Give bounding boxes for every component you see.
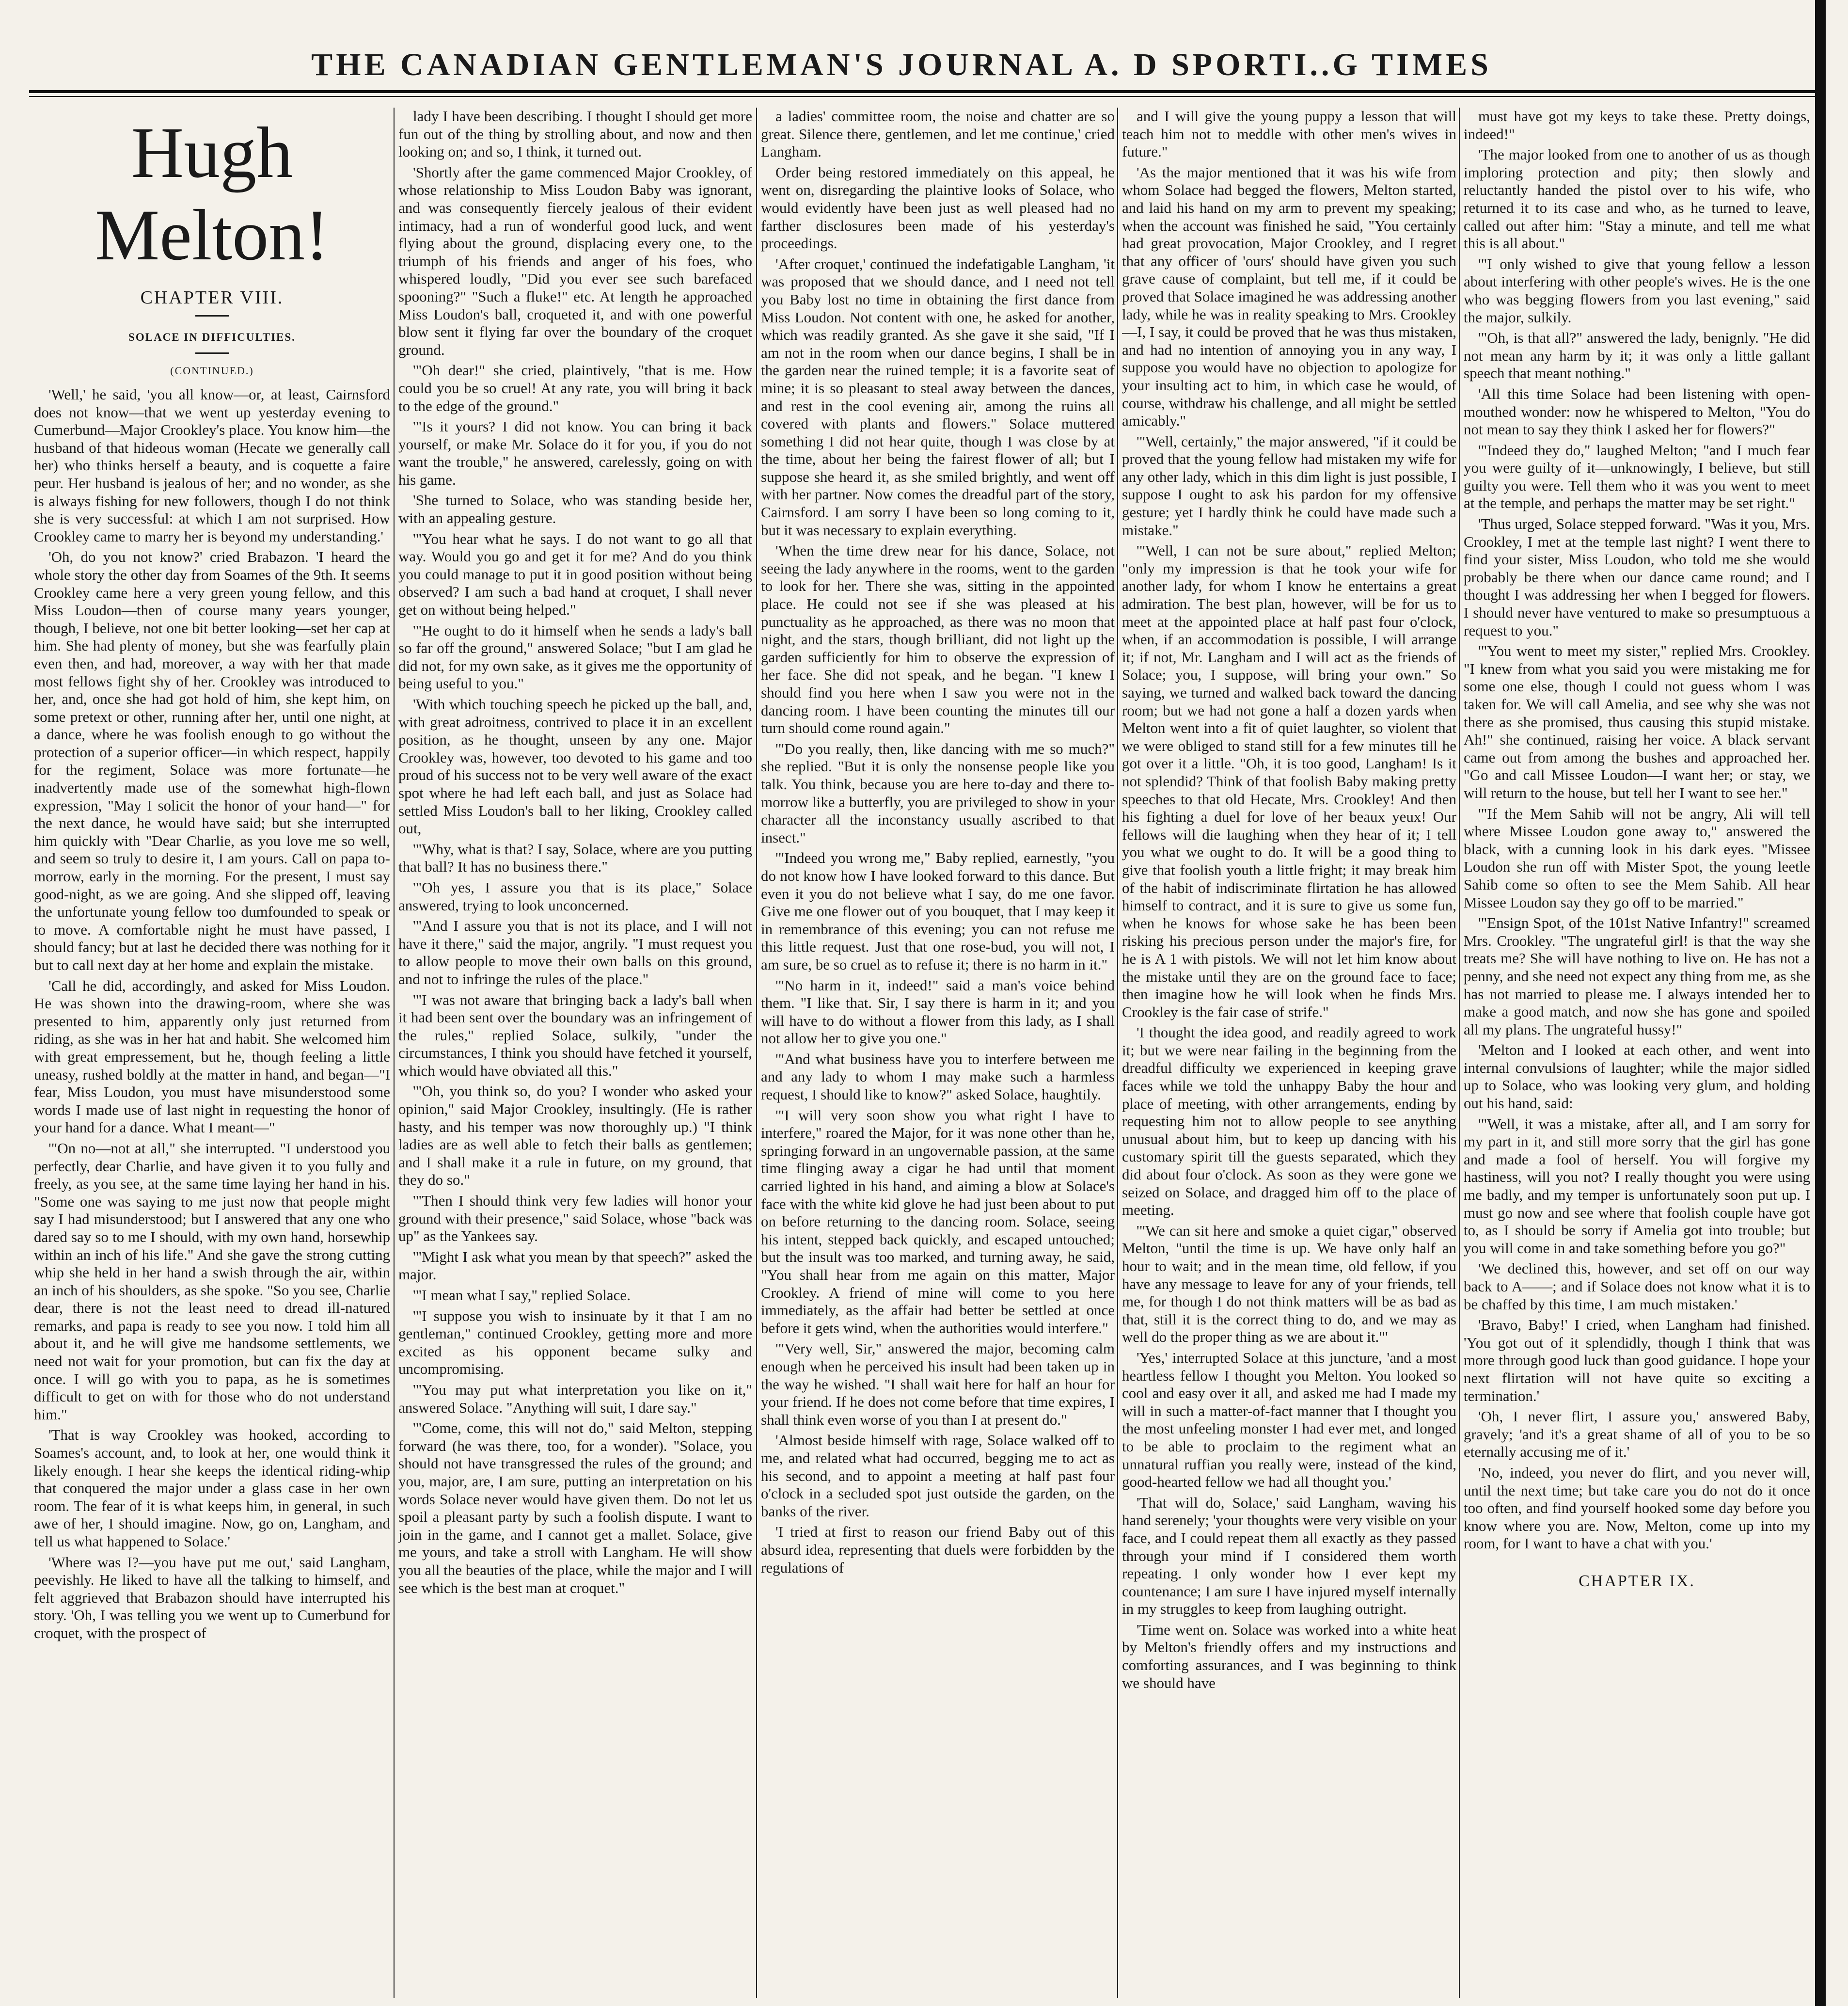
column-rule — [394, 108, 395, 1998]
column-rule — [1117, 108, 1118, 1998]
paragraph: 'I tried at first to reason our friend Baby out of this absurd idea, representing that duels were forbidden by the regulations of — [761, 1523, 1115, 1576]
paragraph: 'Oh, I never flirt, I assure you,' answered Baby, gravely; 'and it's a great shame of all of you to be so eternally accusing me of it.' — [1464, 1408, 1810, 1461]
paragraph: 'After croquet,' continued the indefatigable Langham, 'it was proposed that we should dance, and I need not tell you Baby lost no time in obtaining the first dance from Miss Loudon. Not content with one, he asked for another, which was readily granted. As she gave it she said, "If I am not in the room when our dance begins, I shall be in the garden near the ruined temple; it is a favorite seat of mine; it is so pleasant to steal away between the dances, and rest in the cool evening air, among the ruins all covered with plants and flowers." Solace muttered something I did not hear quite, though I was close by at the time, about her being the fairest flower of all; but I suppose she heard it, as she smiled brightly, and went off with her partner. Now comes the dreadful part of the story, Cairnsford. I am sorry I have been so long coming to it, but it was necessary to explain everything. — [761, 255, 1115, 539]
column-5-text — [1464, 108, 1810, 1553]
paragraph: 'Melton and I looked at each other, and went into internal convulsions of laughter; while the major sidled up to Solace, who was looking very glum, and holding out his hand, said: — [1464, 1041, 1810, 1112]
paragraph: '"You went to meet my sister," replied Mrs. Crookley. "I knew from what you said you were mistaking me for some one else, though I could not guess whom I was taken for. We will call Amelia, and see why she was not there as she promised, thus causing this stupid mistake. Ah!" she continued, raising her voice. A black servant came out from among the bushes and approached her. "Go and call Missee Loudon—I want her; or stay, we will return to the house, but tell her I want to see her." — [1464, 642, 1810, 801]
paragraph: '"I mean what I say," replied Solace. — [413, 1287, 631, 1304]
column-2-text — [398, 108, 752, 1597]
divider — [195, 352, 229, 354]
paragraph: '"You hear what he says. I do not want to go all that way. Would you go and get it for me? And do you think you could manage to put it in good position without being observed? I am such a bad hand at croquet, I shall never get on without being helped." — [398, 530, 752, 619]
paragraph: '"And what business have you to interfere between me and any lady to whom I may make such a harmless request, I should like to know?" asked Solace, haughtily. — [761, 1050, 1115, 1103]
paragraph: '"Oh yes, I assure you that is its place," Solace answered, trying to look unconcerned. — [398, 878, 752, 914]
paragraph: 'Oh, do you not know?' cried Brabazon. 'I heard the whole story the other day from Soames of the 9th. It seems Crookley came here a very green young fellow, and this Miss Loudon—then of course many years younger, though, I believe, not one bit better looking—set her cap at him. She had plenty of money, but she was fearfully plain even then, and had, moreover, a way with her that made most fellows fight shy of her. Crookley was introduced to her, and, once she had got hold of him, she kept him, on some pretext or other, running after her, until one night, at a dance, where he was foolish enough to go without the protection of a superior officer—in which respect, happily for the regiment, Solace was more fortunate—he inadvertently made use of the somewhat high-flown expression, "May I solicit the honor of your hand—" for the next dance, he would have said; but she interrupted him quickly with "Dear Charlie, as you love me so well, and seem so truly to desire it, I am yours. Call on papa to-morrow, early in the morning. For the present, I must say good-night, as we are going. And she slipped off, leaving the unfortunate young fellow too dumfounded to speak or to move. A comfortable night he must have passed, I should fancy; but at last he decided there was nothing for it but to call next day at her home and explain the mistake. — [34, 548, 390, 973]
paragraph: '"Might I ask what you mean by that speech?" asked the major. — [398, 1248, 752, 1283]
column-5 — [1464, 108, 1810, 1998]
paragraph: '"Oh, is that all?" answered the lady, benignly. "He did not mean any harm by it; it was only a little gallant speech that meant nothing." — [1464, 329, 1810, 382]
paragraph: 'Where was I?—you have put me out,' said Langham, peevishly. He liked to have all the talking to himself, and felt aggrieved that Brabazon should have interrupted his story. 'Oh, I was telling you we went up to Cumerbund for croquet, with the prospect of — [34, 1553, 390, 1641]
masthead: THE CANADIAN GENTLEMAN'S JOURNAL A. D SPORTI..G TIMES — [311, 47, 1492, 82]
paragraph: '"Very well, Sir," answered the major, becoming calm enough when he perceived his insult had been taken up in the way he wished. "I shall wait here for half an hour for your friend. If he does not come before that time expires, I shall think even worse of you than I at present do." — [761, 1340, 1115, 1428]
paragraph: 'Time went on. Solace was worked into a white heat by Melton's friendly offers and my instructions and comforting assurances, and I was beginning to think we should have — [1122, 1621, 1456, 1691]
paragraph: '"Come, come, this will not do," said Melton, stepping forward (he was there, too, for a wonder). "Solace, you should not have transgressed the rules of the ground; and you, major, are, I am sure, putting an interpretation on his words Solace never would have given them. Do not let us spoil a pleasant party by such a foolish dispute. I want to join in the game, and I cannot get a mallet. Solace, give me yours, and take a stroll with Langham. He will show you all the beauties of the place, while the major and I will see which is the best man at croquet." — [398, 1419, 752, 1596]
divider — [195, 315, 229, 317]
paragraph: '"He ought to do it himself when he sends a lady's ball so far off the ground," answered Solace; "but I am glad he did not, for my own sake, as it gives me the opportunity of being useful to you." — [398, 621, 752, 692]
paragraph: 'She turned to Solace, who was standing beside her, with an appealing gesture. — [398, 492, 752, 527]
paragraph: a ladies' committee room, the noise and chatter are so great. Silence there, gentlemen, and let me continue,' cried Langham. — [761, 108, 1115, 160]
paragraph: '"Well, I can not be sure about," replied Melton; "only my impression is that he took your wife for another lady, for whom I know he entertains a great admiration. The best plan, however, will be for us to meet at the appointed place at half past four o'clock, when, if an accommodation is possible, I will arrange it; if not, Mr. Langham and I will act as the friends of Solace; you, I suppose, will bring your own." So saying, we turned and walked back toward the dancing room; but we had not gone a half a dozen yards when Melton went into a fit of quiet laughter, so violent that we were obliged to stand still for a few minutes till he got over it a little. "Oh, it is too good, Langham! Is it not splendid? Think of that foolish Baby making pretty speeches to that old Hecate, Mrs. Crookley! And then his fighting a duel for love of her beaux yeux! Our fellows will die laughing when they hear of it; I tell you what we ought to do. It will be a good thing to give that foolish youth a little fright; it may break him of the habit of indiscriminate flirtation he has allowed himself to contract, and it is sure to give us some fun, when he knows for whose sake he has been been risking his precious person under the major's fire, for he is A 1 with pistols. We will not let him know about the mistake until they are on the ground face to face; then imagine how he will look when he finds Mrs. Crookley is the fair case of strife." — [1122, 542, 1456, 1020]
chapter-heading: CHAPTER VIII. — [140, 287, 284, 308]
paragraph: 'That is way Crookley was hooked, according to Soames's account, and, to look at her, one would think it likely enough. I hear she keeps the identical riding-whip that conquered the major under a glass case in her own room. The fear of it is what keeps him, in general, in such awe of her, I should imagine. Now, go on, Langham, and tell us what happened to Solace.' — [34, 1426, 390, 1550]
paragraph: '"Indeed you wrong me," Baby replied, earnestly, "you do not know how I have looked forward to this dance. But even it you do not believe what I say, do me one favor. Give me one flower out of you bouquet, that I may keep it in remembrance of this evening; you can not refuse me this little request. Just that one rose-bud, you will not, I am sure, be so cruel as to refuse it; there is no harm in it." — [761, 849, 1115, 973]
paragraph: '"Do you really, then, like dancing with me so much?" she replied. "But it is only the nonsense people like you talk. You think, because you are here to-day and there to-morrow like a butterfly, you are privileged to show in your character all the inconstancy usually ascribed to that insect." — [761, 740, 1115, 846]
column-1-text — [34, 386, 390, 1642]
paragraph: '"On no—not at all," she interrupted. "I understood you perfectly, dear Charlie, and have given it to you fully and freely, as you see, at the same time laying her hand in his. "Some one was saying to me just now that people might say I had misunderstood; but I answered that any one who dared say so to me I should, with my own hand, horsewhip within an inch of his life." And she gave the strong cutting whip she held in her hand a swish through the air, within an inch of his shoulders, as she spoke. "So you see, Charlie dear, there is not the least need to dread ill-natured remarks, and papa is ready to see you now. I told him all about it, and he will give me handsome settlements, we need not wait for your promotion, but can fix the day at once. I will go with you to papa, as he is sometimes difficult to get on with for those who do not understand him." — [34, 1139, 390, 1423]
paragraph: '"I only wished to give that young fellow a lesson about interfering with other people's wives. He is the one who was begging flowers from you last evening," said the major, sulkily. — [1464, 255, 1810, 326]
paragraph: '"Why, what is that? I say, Solace, where are you putting that ball? It has no business there." — [398, 840, 752, 876]
paragraph: '"Well, it was a mistake, after all, and I am sorry for my part in it, and still more sorry that the girl has gone and made a fool of herself. You will forgive my hastiness, will you not? I really thought you were using me badly, and my temper is unfortunately soon put up. I must go now and see where that foolish couple have got to, as I should be sorry if Amelia got into trouble; but you will come in and take something before you go?" — [1464, 1115, 1810, 1257]
paragraph: 'Bravo, Baby!' I cried, when Langham had finished. 'You got out of it splendidly, though I think that was more through good luck than good guidance. I hope your next flirtation will not have quite so exciting a termination.' — [1464, 1316, 1810, 1404]
paragraph: '"And I assure you that is not its place, and I will not have it there," said the major, angrily. "I must request you to allow people to move their own balls on this ground, and not to infringe the rules of the place." — [398, 917, 752, 987]
paragraph: 'The major looked from one to another of us as though imploring protection and pity; then slowly and reluctantly handed the pistol over to his wife, who returned it to its case and who, as he turned to leave, called out after him: "Stay a minute, and tell me what this is all about." — [1464, 146, 1810, 252]
column-4-text — [1122, 108, 1456, 1692]
column-1 — [34, 108, 390, 1998]
continued-label: (CONTINUED.) — [170, 365, 254, 377]
paragraph: 'I thought the idea good, and readily agreed to work it; but we were near failing in the beginning from the dreadful difficulty we experienced in keeping grave faces while we told the unhappy Baby the hour and place of meeting, with other arrangements, ending by requesting him not to allow people to see anything unusual about him, but to keep up dancing with his customary spirit till the guests separated, which they did about four o'clock. As soon as they were gone we seized on Solace, and dragged him off to the place of meeting. — [1122, 1024, 1456, 1219]
paragraph: 'When the time drew near for his dance, Solace, not seeing the lady anywhere in the rooms, went to the garden to look for her. There she was, sitting in the appointed place. He could not see if she was pleased at his punctuality as he approached, as there was no moon that night, and the stars, though brilliant, did not light up the garden sufficiently for him to observe the expression of her face. She did not speak, and he began. "I knew I should find you here when I saw you were not in the dancing room. I have been counting the minutes till our turn should come round again." — [761, 542, 1115, 737]
next-chapter-heading: CHAPTER IX. — [1579, 1572, 1695, 1590]
paragraph: lady I have been describing. I thought I should get more fun out of the thing by strolling about, and now and then looking on; and so, I think, it turned out. — [398, 108, 752, 160]
paragraph: '"You may put what interpretation you like on it," answered Solace. "Anything will suit, I dare say." — [398, 1381, 752, 1416]
paragraph: 'Yes,' interrupted Solace at this juncture, 'and a most heartless fellow I thought you Melton. You looked so cool and easy over it all, and asked me had I made my will in such a matter-of-fact manner that I thought you the most unfeeling monster I had ever met, and longed to be able to proclaim to the regiment what an unnatural ruffian you really were, instead of the kind, good-hearted fellow we had all thought you.' — [1122, 1349, 1456, 1491]
paragraph: '"Is it yours? I did not know. You can bring it back yourself, or make Mr. Solace do it for you, if you do not want the trouble," he answered, carelessly, going on with his game. — [398, 418, 752, 488]
paragraph: '"Then I should think very few ladies will honor your ground with their presence," said Solace, whose "back was up" as the Yankees say. — [398, 1192, 752, 1245]
story-title: Hugh Melton! — [95, 112, 330, 275]
paragraph: 'Almost beside himself with rage, Solace walked off to me, and related what had occurred, begging me to act as his second, and to appoint a meeting at half past four o'clock in a secluded spot just outside the garden, on the banks of the river. — [761, 1432, 1115, 1520]
paragraph: '"I will very soon show you what right I have to interfere," roared the Major, for it was none other than he, springing forward in an ungovernable passion, at the same time flinging away a cigar he had until that moment carried lighted in his hand, and aiming a blow at Solace's face with the white kid glove he had just been about to put on before returning to the dancing room. Solace, seeing his intent, stepped back quickly, and escaped untouched; but the insult was too marked, and turning away, he said, "You shall hear from me again on this matter, Major Crookley. A friend of mine will come to you here immediately, as the affair had better be settled at once before it gets wind, when the authorities would interfere." — [761, 1106, 1115, 1337]
paragraph: and I will give the young puppy a lesson that will teach him not to meddle with other men's wives in future." — [1122, 108, 1456, 160]
paragraph: 'With which touching speech he picked up the ball, and, with great adroitness, contrived to place it in an excellent position, as he thought, unseen by any one. Major Crookley was, however, too devoted to his game and too proud of his success not to be very well aware of the exact spot where he had left each ball, and just as Solace had settled Miss Loudon's ball to her liking, Crookley called out, — [398, 696, 752, 837]
paragraph: 'All this time Solace had been listening with open-mouthed wonder: now he whispered to Melton, "You do not mean to say they think I asked her for flowers?" — [1464, 385, 1810, 438]
masthead-rule-thin — [29, 96, 1817, 97]
paragraph: 'We declined this, however, and set off on our way back to A——; and if Solace does not know what it is to be chaffed by this time, I am much mistaken.' — [1464, 1260, 1810, 1313]
paragraph: '"Well, certainly," the major answered, "if it could be proved that the young fellow had mistaken my wife for any other lady, which in this dim light is just possible, I suppose I ought to ask his pardon for my offensive gesture; yet I hardly think he could have made such a mistake." — [1122, 432, 1456, 539]
paragraph: 'Call he did, accordingly, and asked for Miss Loudon. He was shown into the drawing-room, where she was presented to him, apparently only just returned from riding, as she was in her hat and habit. She welcomed him with great empressement, but he, though feeling a little uneasy, rushed boldly at the matter in hand, and began—"I fear, Miss Loudon, you must have misunderstood some words I made use of last night in requesting the honor of your hand for a dance. What I meant—" — [34, 977, 390, 1136]
column-3-text — [761, 108, 1115, 1576]
column-rule — [756, 108, 757, 1998]
column-2 — [398, 108, 752, 1998]
paragraph: 'As the major mentioned that it was his wife from whom Solace had begged the flowers, Melton started, and laid his hand on my arm to prevent my speaking; when the account was finished he said, "You certainly had great provocation, Major Crookley, and I regret that any officer of 'ours' should have given you such grave cause of complaint, but tell me, if it could be proved that Solace imagined he was addressing another lady, while he was in reality speaking to Mrs. Crookley—I, I say, it could be proved that he was thus mistaken, and had no intention of annoying you in any way, I suppose you would have no objection to apologize for your insulting act to him, in which case he would, of course, withdraw his challenge, and all might be settled amicably." — [1122, 163, 1456, 430]
paragraph: 'That will do, Solace,' said Langham, waving his hand serenely; 'your thoughts were very visible on your face, and I could repeat them all exactly as they passed through your mind if I considered them worth repeating. I only wonder how I ever kept my countenance; I am sure I have injured myself internally in my struggles to keep from laughing outright. — [1122, 1494, 1456, 1618]
masthead-rule — [29, 90, 1817, 93]
paragraph: '"No harm in it, indeed!" said a man's voice behind them. "I like that. Sir, I say there is harm in it; and you will have to do without a flower from this lady, as I shall not allow her to give you one." — [761, 976, 1115, 1047]
page-edge — [1815, 0, 1826, 2006]
paragraph: '"I was not aware that bringing back a lady's ball when it had been sent over the boundary was an infringement of the rules," replied Solace, sulkily, "under the circumstances, I think you should have fetched it yourself, which would have obviated all this." — [398, 991, 752, 1079]
paragraph: must have got my keys to take these. Pretty doings, indeed!" — [1464, 108, 1810, 143]
column-3 — [761, 108, 1115, 1998]
paragraph: 'Shortly after the game commenced Major Crookley, of whose relationship to Miss Loudon Baby was ignorant, and was consequently fiercely jealous of their evident intimacy, had a run of wonderful good luck, and went flying about the ground, displacing every one, to the triumph of his friends and anger of his foes, who whispered loudly, "Did you ever see such barefaced spooning?" "Such a fluke!" etc. At length he approached Miss Loudon's ball, croqueted it, and with one powerful blow sent it flying far over the boundary of the croquet ground. — [398, 163, 752, 358]
paragraph: 'No, indeed, you never do flirt, and you never will, until the next time; but take care you do not do it once too often, and find yourself hooked some day before you know where you are. Now, Melton, come up into my room, for I want to have a chat with you.' — [1464, 1464, 1810, 1552]
paragraph: '"If the Mem Sahib will not be angry, Ali will tell where Missee Loudon gone away to," answered the black, with a cunning look in his dark eyes. "Missee Loudon she run off with Mister Spot, the young leetle Sahib come so often to see the Mem Sahib. All hear Missee Loudon say they go off to be married." — [1464, 805, 1810, 911]
column-4 — [1122, 108, 1456, 1998]
column-rule — [1459, 108, 1460, 1998]
paragraph: '"Indeed they do," laughed Melton; "and I much fear you were guilty of it—unknowingly, I believe, but still guilty you were. Tell them who it was you went to meet at the temple, and perhaps the matter may be set right." — [1464, 441, 1810, 512]
paragraph: '"Oh, you think so, do you? I wonder who asked your opinion," said Major Crookley, insultingly. (He is rather hasty, and his temper was now thoroughly up.) "I think ladies are as well able to fetch their balls as gentlemen; and I shall make it a rule in future, on my ground, that they do so." — [398, 1083, 752, 1189]
paragraph: '"Oh dear!" she cried, plaintively, "that is me. How could you be so cruel! At any rate, you will bring it back to the edge of the ground." — [398, 362, 752, 414]
paragraph: 'Thus urged, Solace stepped forward. "Was it you, Mrs. Crookley, I met at the temple last night? I went there to find your sister, Miss Loudon, who told me she would probably be there when our dance came round; and I thought I was addressing her when I begged for flowers. I should never have ventured to make so presumptuous a request to you." — [1464, 515, 1810, 639]
paragraph: '"We can sit here and smoke a quiet cigar," observed Melton, "until the time is up. We have only half an hour to wait; and in the mean time, old fellow, if you have any message to leave for any of your friends, tell me, for though I do not think matters will be as bad as that, still it is the correct thing to do, and we may as well do the proper thing as we are about it."' — [1122, 1222, 1456, 1346]
paragraph: Order being restored immediately on this appeal, he went on, disregarding the plaintive looks of Solace, who would evidently have been just as well pleased had no farther disclosures been made of his yesterday's proceedings. — [761, 163, 1115, 252]
paragraph: 'Well,' he said, 'you all know—or, at least, Cairnsford does not know—that we went up yesterday evening to Cumerbund—Major Crookley's place. You know him—the husband of that hideous woman (Hecate we generally call her) who thinks herself a beauty, and is coquette a faire peur. Her husband is jealous of her; and no wonder, as she is always fishing for new followers, though I do not think she is very successful: at which I am not surprised. How Crookley came to marry her is beyond my understanding.' — [34, 386, 390, 545]
paragraph: '"I suppose you wish to insinuate by it that I am no gentleman," continued Crookley, getting more and more excited as his opponent became sulky and uncompromising. — [398, 1307, 752, 1378]
paragraph: '"Ensign Spot, of the 101st Native Infantry!" screamed Mrs. Crookley. "The ungrateful girl! is that the way she treats me? She will have nothing to live on. He has not a penny, and she need not expect any thing from me, as she has not married to please me. I always intended her to make a good match, and now she has gone and spoiled all my plans. The ungrateful hussy!" — [1464, 914, 1810, 1038]
subheading: SOLACE IN DIFFICULTIES. — [128, 331, 296, 343]
